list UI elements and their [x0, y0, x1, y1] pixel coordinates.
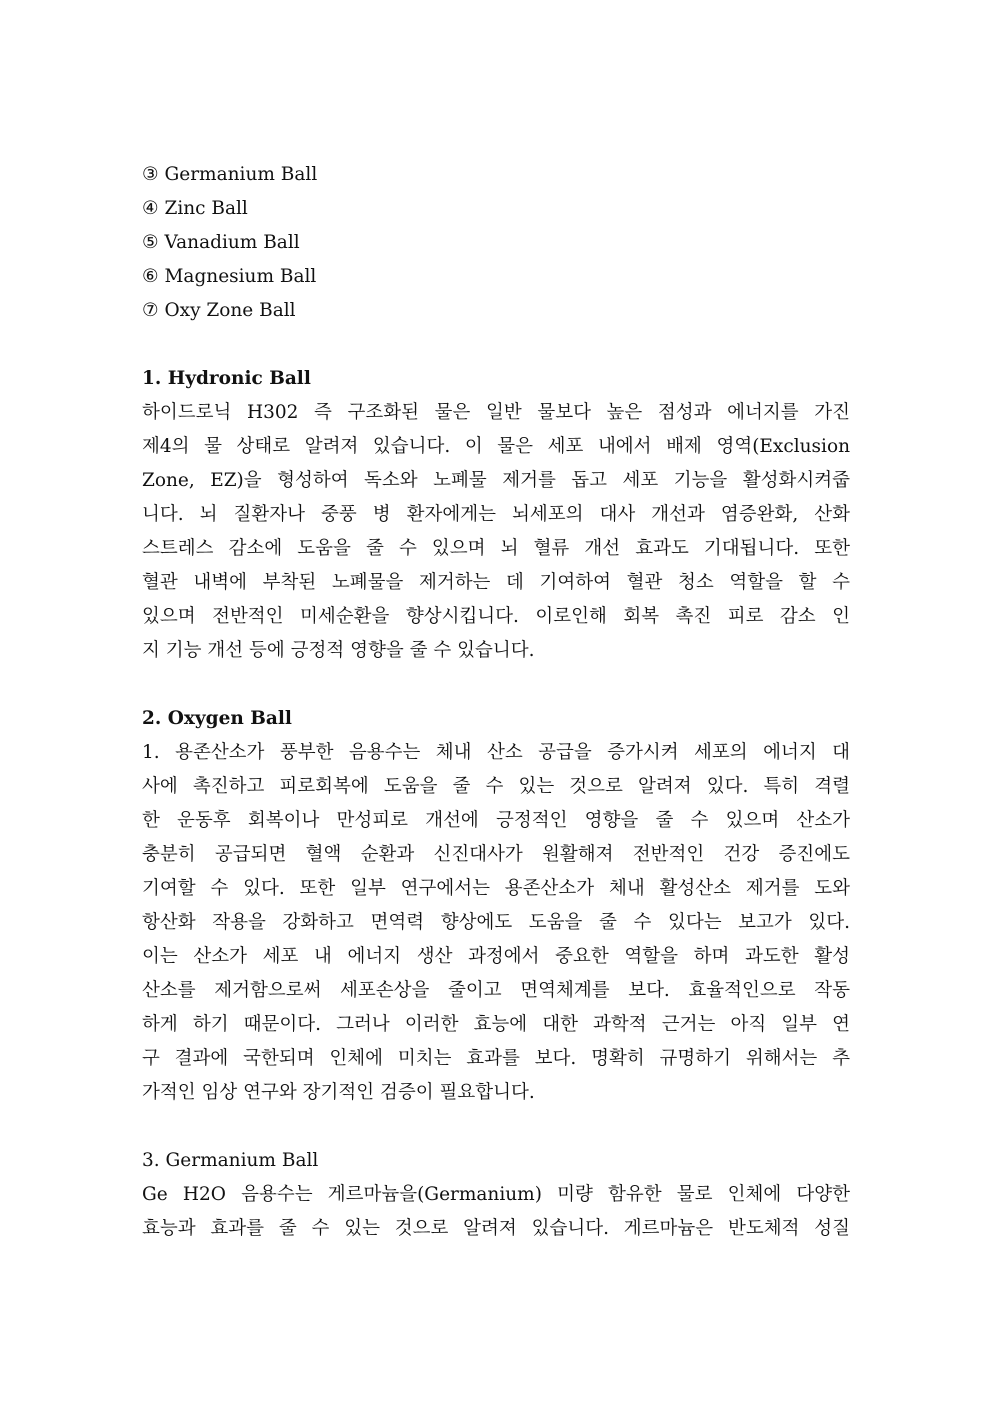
list-item: ④ Zinc Ball	[142, 198, 248, 219]
paragraph-line: 하게 하기 때문이다. 그러나 이러한 효능에 대한 과학적 근거는 아직 일부 연	[142, 1014, 850, 1035]
paragraph-line: 이는 산소가 세포 내 에너지 생산 과정에서 중요한 역할을 하며 과도한 활성	[142, 946, 850, 967]
section-hydronic-ball	[142, 362, 850, 668]
spacer	[142, 328, 850, 362]
spacer	[142, 1110, 850, 1144]
element-list	[142, 158, 850, 328]
paragraph-line: 1. 용존산소가 풍부한 음용수는 체내 산소 공급을 증가시켜 세포의 에너지 대	[142, 742, 850, 763]
paragraph-line: 제4의 물 상태로 알려져 있습니다. 이 물은 세포 내에서 배제 영역(Exclusion	[142, 436, 850, 457]
document-page	[142, 158, 850, 1246]
list-item: ⑤ Vanadium Ball	[142, 232, 300, 253]
paragraph-line: 한 운동후 회복이나 만성피로 개선에 긍정적인 영향을 줄 수 있으며 산소가	[142, 810, 850, 831]
section-heading: 2. Oxygen Ball	[142, 708, 292, 729]
paragraph-line: 구 결과에 국한되며 인체에 미치는 효과를 보다. 명확히 규명하기 위해서는 추	[142, 1048, 850, 1069]
section-heading: 3. Germanium Ball	[142, 1150, 319, 1171]
list-item: ③ Germanium Ball	[142, 164, 318, 185]
paragraph-line: 니다. 뇌 질환자나 중풍 병 환자에게는 뇌세포의 대사 개선과 염증완화, 산화	[142, 504, 850, 525]
paragraph-line: 효능과 효과를 줄 수 있는 것으로 알려져 있습니다. 게르마늄은 반도체적 성질	[142, 1218, 850, 1239]
paragraph-line: 항산화 작용을 강화하고 면역력 향상에도 도움을 줄 수 있다는 보고가 있다.	[142, 912, 850, 933]
paragraph-line: 산소를 제거함으로써 세포손상을 줄이고 면역체계를 보다. 효율적인으로 작동	[142, 980, 850, 1001]
paragraph-line: Zone, EZ)을 형성하여 독소와 노폐물 제거를 돕고 세포 기능을 활성화시켜줍	[142, 470, 850, 491]
paragraph-line: Ge H2O 음용수는 게르마늄을(Germanium) 미량 함유한 물로 인체에 다양한	[142, 1184, 850, 1205]
list-item: ⑦ Oxy Zone Ball	[142, 300, 296, 321]
section-oxygen-ball	[142, 702, 850, 1110]
paragraph-line: 기여할 수 있다. 또한 일부 연구에서는 용존산소가 체내 활성산소 제거를 도와	[142, 878, 850, 899]
paragraph-line: 혈관 내벽에 부착된 노폐물을 제거하는 데 기여하여 혈관 청소 역할을 할 수	[142, 572, 850, 593]
paragraph-line: 하이드로닉 H302 즉 구조화된 물은 일반 물보다 높은 점성과 에너지를 가진	[142, 402, 850, 423]
paragraph-line: 있으며 전반적인 미세순환을 향상시킵니다. 이로인해 회복 촉진 피로 감소 인	[142, 606, 850, 627]
spacer	[142, 668, 850, 702]
section-heading: 1. Hydronic Ball	[142, 368, 311, 389]
paragraph-line: 사에 촉진하고 피로회복에 도움을 줄 수 있는 것으로 알려져 있다. 특히 격렬	[142, 776, 850, 797]
paragraph-line: 스트레스 감소에 도움을 줄 수 있으며 뇌 혈류 개선 효과도 기대됩니다. 또한	[142, 538, 850, 559]
section-germanium-ball	[142, 1144, 850, 1246]
paragraph-line: 충분히 공급되면 혈액 순환과 신진대사가 원활해져 전반적인 건강 증진에도	[142, 844, 850, 865]
paragraph-line: 가적인 임상 연구와 장기적인 검증이 필요합니다.	[142, 1082, 535, 1103]
paragraph-line: 지 기능 개선 등에 긍정적 영향을 줄 수 있습니다.	[142, 640, 535, 661]
list-item: ⑥ Magnesium Ball	[142, 266, 317, 287]
